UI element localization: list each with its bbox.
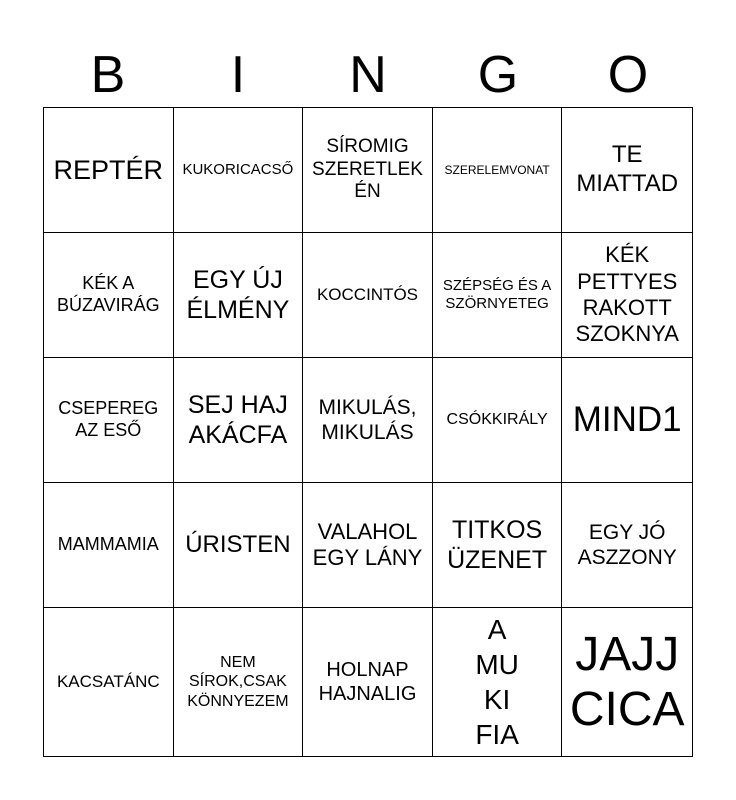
bingo-cell[interactable] xyxy=(433,233,563,358)
cell-text: ÚRISTEN xyxy=(185,530,291,558)
bingo-cell[interactable] xyxy=(174,608,304,756)
bingo-cell[interactable] xyxy=(303,483,433,608)
cell-text: A MUKI FIA xyxy=(475,614,519,750)
cell-text: TITKOS ÜZENET xyxy=(447,516,548,574)
bingo-cell[interactable] xyxy=(303,233,433,358)
cell-text: KÉK PETTYES RAKOTT SZOKNYA xyxy=(575,242,679,347)
bingo-cell[interactable] xyxy=(174,483,304,608)
bingo-cell[interactable] xyxy=(174,233,304,358)
bingo-cell[interactable] xyxy=(562,358,692,483)
cell-text: SÍROMIG SZERETLEK ÉN xyxy=(312,135,423,203)
cell-text: MIND1 xyxy=(572,400,682,439)
bingo-cell[interactable] xyxy=(44,108,174,233)
bingo-cell[interactable] xyxy=(44,483,174,608)
cell-text: EGY JÓ ASZZONY xyxy=(577,520,677,569)
cell-text: SZERELEMVONAT xyxy=(444,162,550,177)
header-letter-g: G xyxy=(477,46,519,104)
bingo-cell[interactable] xyxy=(303,608,433,756)
bingo-cell[interactable] xyxy=(174,108,304,233)
bingo-cell[interactable] xyxy=(562,608,692,756)
cell-text: CSEPEREG AZ ESŐ xyxy=(58,398,159,440)
bingo-cell[interactable] xyxy=(44,358,174,483)
header-letter-b: B xyxy=(90,46,126,104)
bingo-cell[interactable] xyxy=(562,483,692,608)
cell-text: KOCCINTÓS xyxy=(316,284,419,304)
bingo-cell[interactable] xyxy=(433,483,563,608)
cell-text: TE MIATTAD xyxy=(576,141,679,197)
cell-text: REPTÉR xyxy=(53,154,164,185)
cell-text: KÉK A BÚZAVIRÁG xyxy=(56,273,160,315)
header-letter-n: N xyxy=(349,46,387,104)
header-letter-o: O xyxy=(607,46,649,104)
bingo-cell[interactable] xyxy=(562,108,692,233)
cell-text: SZÉPSÉG ÉS A SZÖRNYETEG xyxy=(442,277,552,312)
bingo-cell[interactable] xyxy=(433,608,563,756)
cell-text: JAJJ CICA xyxy=(569,627,685,736)
cell-text: HOLNAP HAJNALIG xyxy=(318,659,417,705)
bingo-cell[interactable] xyxy=(562,233,692,358)
cell-text: MIKULÁS, MIKULÁS xyxy=(318,395,417,444)
cell-text: VALAHOL EGY LÁNY xyxy=(312,518,423,570)
cell-text: CSÓKKIRÁLY xyxy=(446,411,548,429)
cell-text: MAMMAMIA xyxy=(57,534,159,555)
bingo-cell[interactable] xyxy=(303,358,433,483)
bingo-header xyxy=(43,40,693,110)
bingo-cell[interactable] xyxy=(44,608,174,756)
bingo-cell[interactable] xyxy=(44,233,174,358)
cell-text: EGY ÚJ ÉLMÉNY xyxy=(186,266,290,324)
header-letter-i: I xyxy=(230,46,246,104)
cell-text: SEJ HAJ AKÁCFA xyxy=(187,391,288,449)
cell-text: NEM SÍROK,CSAK KÖNNYEZEM xyxy=(187,654,289,710)
bingo-cell[interactable] xyxy=(303,108,433,233)
bingo-cell[interactable] xyxy=(433,358,563,483)
bingo-grid xyxy=(43,107,693,757)
bingo-cell[interactable] xyxy=(174,358,304,483)
cell-text: KACSATÁNC xyxy=(56,671,160,691)
cell-text: KUKORICACSŐ xyxy=(182,161,294,178)
bingo-cell[interactable] xyxy=(433,108,563,233)
